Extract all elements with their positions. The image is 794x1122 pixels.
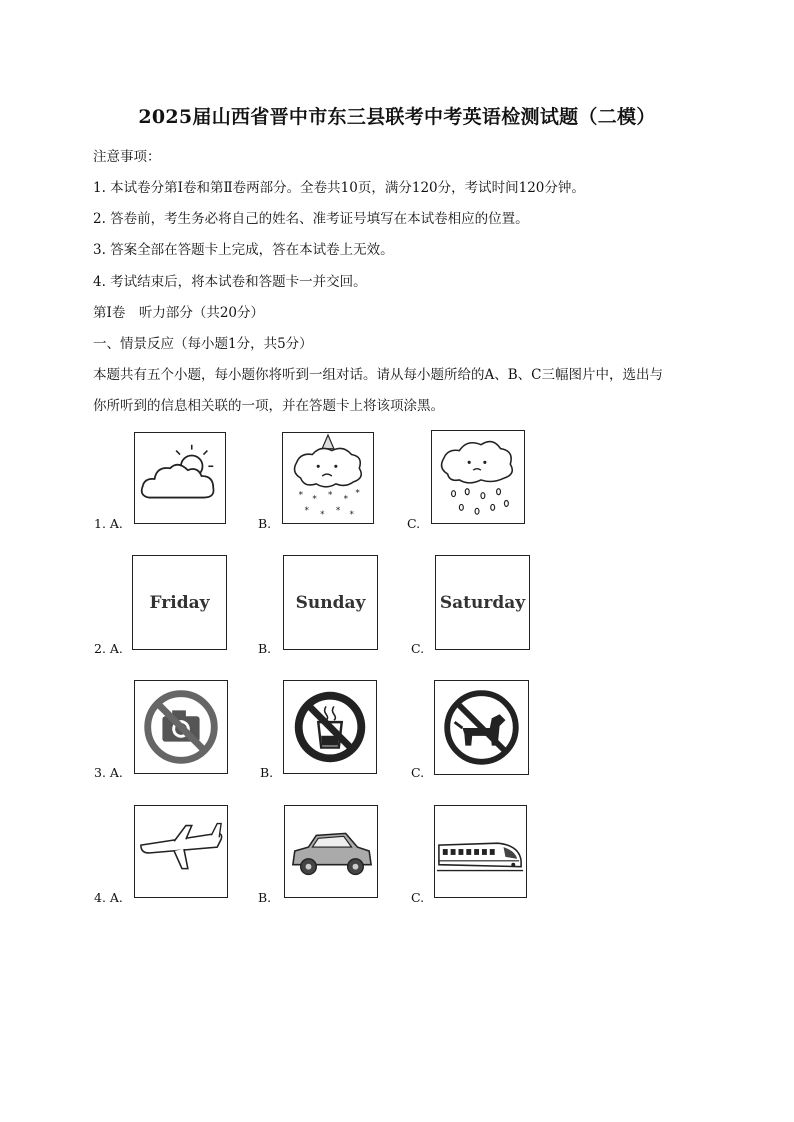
saturday-text: Saturday bbox=[439, 592, 526, 613]
q3-label-a: 3. A. bbox=[94, 765, 123, 780]
note-1: 1. 本试卷分第Ⅰ卷和第Ⅱ卷两部分。全卷共10页，满分120分，考试时间120分钟。 bbox=[93, 180, 585, 196]
q1-label-a: 1. A. bbox=[94, 516, 123, 531]
friday-text: Friday bbox=[149, 592, 210, 613]
q2-label-b: B. bbox=[258, 641, 272, 656]
notes-heading: 注意事项： bbox=[93, 149, 161, 165]
instruction-line-1: 本题共有五个小题，每小题你将听到一组对话。请从每小题所给的A、B、C三幅图片中，选出与 bbox=[93, 367, 663, 383]
q3-label-b: B. bbox=[260, 765, 274, 780]
q4-label-c: C. bbox=[411, 890, 425, 905]
q4-label-b: B. bbox=[258, 890, 272, 905]
q2-label-a: 2. A. bbox=[94, 641, 123, 656]
friday-card[interactable] bbox=[132, 555, 227, 650]
part-title: 一、情景反应（每小题1分，共5分） bbox=[93, 336, 313, 352]
snow-cloud-icon[interactable] bbox=[282, 432, 374, 524]
svg-text:*: * bbox=[320, 510, 325, 521]
rain-cloud-icon[interactable] bbox=[431, 430, 525, 524]
saturday-card[interactable] bbox=[435, 555, 530, 650]
section-title: 第Ⅰ卷 听力部分（共20分） bbox=[93, 305, 265, 321]
sunday-card[interactable] bbox=[283, 555, 378, 650]
q3-label-c: C. bbox=[411, 765, 425, 780]
no-camera-icon[interactable] bbox=[134, 680, 228, 774]
note-4: 4. 考试结束后，将本试卷和答题卡一并交回。 bbox=[93, 274, 367, 290]
svg-text:*: * bbox=[355, 488, 360, 499]
car-icon[interactable] bbox=[284, 805, 378, 898]
no-drinks-icon[interactable] bbox=[283, 680, 377, 774]
airplane-icon[interactable] bbox=[134, 805, 228, 898]
q2-label-c: C. bbox=[411, 641, 425, 656]
svg-text:*: * bbox=[349, 510, 354, 521]
q1-label-b: B. bbox=[258, 516, 272, 531]
sunday-text: Sunday bbox=[295, 592, 366, 613]
note-3: 3. 答案全部在答题卡上完成，答在本试卷上无效。 bbox=[93, 242, 394, 258]
q4-label-a: 4. A. bbox=[94, 890, 123, 905]
svg-text:*: * bbox=[335, 506, 341, 517]
partly-cloudy-icon[interactable] bbox=[134, 432, 226, 524]
train-icon[interactable] bbox=[434, 805, 527, 898]
svg-text:*: * bbox=[343, 494, 349, 505]
instruction-line-2: 你所听到的信息相关联的一项，并在答题卡上将该项涂黑。 bbox=[93, 398, 444, 414]
no-dogs-icon[interactable] bbox=[434, 680, 529, 775]
svg-text:*: * bbox=[312, 494, 317, 505]
page-title: 2025届山西省晋中市东三县联考中考英语检测试题（二模） bbox=[138, 106, 656, 128]
svg-text:*: * bbox=[304, 506, 309, 517]
svg-text:*: * bbox=[328, 490, 333, 501]
q1-label-c: C. bbox=[407, 516, 421, 531]
note-2: 2. 答卷前，考生务必将自己的姓名、准考证号填写在本试卷相应的位置。 bbox=[93, 211, 529, 227]
svg-text:*: * bbox=[298, 490, 304, 501]
